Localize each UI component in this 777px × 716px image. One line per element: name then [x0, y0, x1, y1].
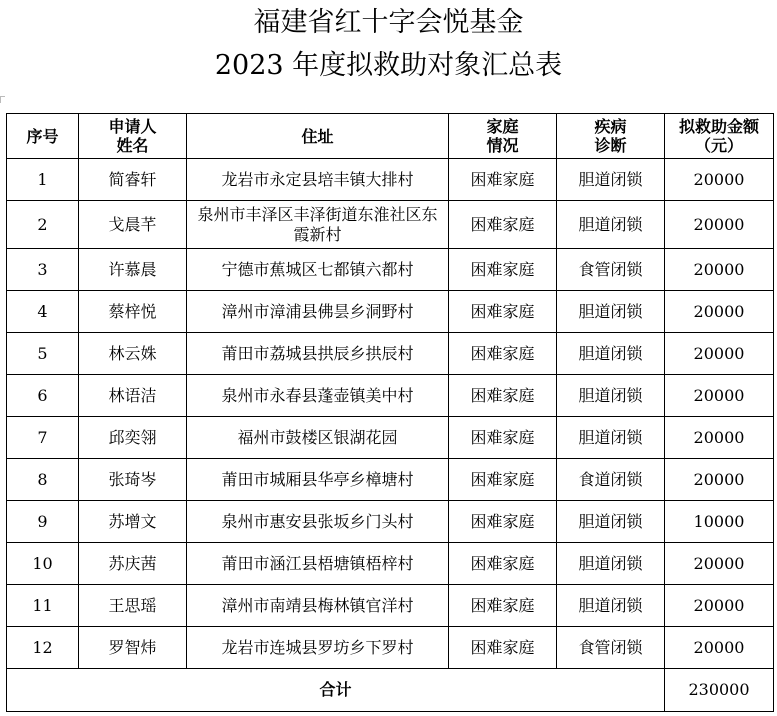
row-aid-amount: 20000	[665, 333, 774, 375]
document-title-line-1: 福建省红十字会悦基金	[253, 7, 524, 38]
row-applicant-name: 蔡梓悦	[79, 291, 187, 333]
row-aid-amount: 20000	[665, 249, 774, 291]
row-address: 泉州市惠安县张坂乡门头村	[187, 501, 449, 543]
table-row	[7, 249, 774, 291]
row-applicant-name: 林云姝	[79, 333, 187, 375]
row-address: 漳州市南靖县梅林镇官洋村	[187, 585, 449, 627]
row-diagnosis: 胆道闭锁	[557, 375, 665, 417]
row-aid-amount: 20000	[665, 201, 774, 249]
row-serial-no: 8	[7, 459, 79, 501]
row-family-status: 困难家庭	[449, 459, 557, 501]
row-family-status: 困难家庭	[449, 627, 557, 669]
row-address: 龙岩市连城县罗坊乡下罗村	[187, 627, 449, 669]
table-row	[7, 333, 774, 375]
table-row	[7, 291, 774, 333]
row-applicant-name: 戈晨芊	[79, 201, 187, 249]
row-applicant-name: 邱奕翎	[79, 417, 187, 459]
row-applicant-name: 罗智炜	[79, 627, 187, 669]
table-row	[7, 417, 774, 459]
table-row	[7, 201, 774, 249]
row-diagnosis: 胆道闭锁	[557, 501, 665, 543]
row-applicant-name: 王思瑶	[79, 585, 187, 627]
row-aid-amount: 20000	[665, 585, 774, 627]
row-aid-amount: 20000	[665, 375, 774, 417]
row-aid-amount: 20000	[665, 543, 774, 585]
row-applicant-name: 林语洁	[79, 375, 187, 417]
aid-summary-table	[6, 113, 774, 712]
row-diagnosis: 胆道闭锁	[557, 159, 665, 201]
row-address: 莆田市城厢县华亭乡樟塘村	[187, 459, 449, 501]
row-diagnosis: 食道闭锁	[557, 459, 665, 501]
row-address: 莆田市荔城县拱辰乡拱辰村	[187, 333, 449, 375]
row-diagnosis: 胆道闭锁	[557, 417, 665, 459]
row-family-status: 困难家庭	[449, 585, 557, 627]
row-address: 漳州市漳浦县佛昙乡洞野村	[187, 291, 449, 333]
row-serial-no: 11	[7, 585, 79, 627]
row-family-status: 困难家庭	[449, 501, 557, 543]
row-applicant-name: 张琦岑	[79, 459, 187, 501]
row-serial-no: 12	[7, 627, 79, 669]
header-applicant-name: 申请人 姓名	[79, 114, 187, 159]
row-serial-no: 9	[7, 501, 79, 543]
row-diagnosis: 食管闭锁	[557, 627, 665, 669]
row-family-status: 困难家庭	[449, 543, 557, 585]
table-row	[7, 501, 774, 543]
row-family-status: 困难家庭	[449, 417, 557, 459]
row-applicant-name: 苏增文	[79, 501, 187, 543]
row-family-status: 困难家庭	[449, 201, 557, 249]
row-family-status: 困难家庭	[449, 375, 557, 417]
row-serial-no: 7	[7, 417, 79, 459]
row-diagnosis: 食管闭锁	[557, 249, 665, 291]
row-address: 龙岩市永定县培丰镇大排村	[187, 159, 449, 201]
table-row	[7, 159, 774, 201]
row-diagnosis: 胆道闭锁	[557, 543, 665, 585]
row-serial-no: 4	[7, 291, 79, 333]
row-diagnosis: 胆道闭锁	[557, 333, 665, 375]
header-family-status: 家庭 情况	[449, 114, 557, 159]
row-serial-no: 2	[7, 201, 79, 249]
header-serial-no: 序号	[7, 114, 79, 159]
row-serial-no: 3	[7, 249, 79, 291]
row-applicant-name: 许慕晨	[79, 249, 187, 291]
row-aid-amount: 20000	[665, 459, 774, 501]
row-address: 宁德市蕉城区七都镇六都村	[187, 249, 449, 291]
row-address: 福州市鼓楼区银湖花园	[187, 417, 449, 459]
table-row	[7, 627, 774, 669]
row-address: 莆田市涵江县梧塘镇梧梓村	[187, 543, 449, 585]
document-title-line-2: 2023 年度拟救助对象汇总表	[214, 50, 563, 81]
total-amount: 230000	[665, 669, 774, 712]
table-row	[7, 543, 774, 585]
row-aid-amount: 20000	[665, 291, 774, 333]
row-aid-amount: 10000	[665, 501, 774, 543]
row-aid-amount: 20000	[665, 159, 774, 201]
row-applicant-name: 苏庆茜	[79, 543, 187, 585]
table-header-row	[7, 114, 774, 159]
table-row	[7, 585, 774, 627]
row-family-status: 困难家庭	[449, 291, 557, 333]
row-serial-no: 5	[7, 333, 79, 375]
row-serial-no: 1	[7, 159, 79, 201]
total-label: 合计	[7, 669, 665, 712]
row-serial-no: 10	[7, 543, 79, 585]
table-row	[7, 459, 774, 501]
row-address: 泉州市丰泽区丰泽街道东淮社区东霞新村	[187, 201, 449, 249]
row-family-status: 困难家庭	[449, 159, 557, 201]
row-diagnosis: 胆道闭锁	[557, 201, 665, 249]
row-applicant-name: 简睿轩	[79, 159, 187, 201]
row-diagnosis: 胆道闭锁	[557, 291, 665, 333]
cell-anchor-mark	[0, 96, 5, 103]
header-diagnosis: 疾病 诊断	[557, 114, 665, 159]
row-aid-amount: 20000	[665, 627, 774, 669]
row-address: 泉州市永春县蓬壶镇美中村	[187, 375, 449, 417]
total-row	[7, 669, 774, 712]
row-family-status: 困难家庭	[449, 249, 557, 291]
row-serial-no: 6	[7, 375, 79, 417]
header-aid-amount: 拟救助金额 （元）	[665, 114, 774, 159]
table-row	[7, 375, 774, 417]
row-diagnosis: 胆道闭锁	[557, 585, 665, 627]
row-family-status: 困难家庭	[449, 333, 557, 375]
row-aid-amount: 20000	[665, 417, 774, 459]
header-address: 住址	[187, 114, 449, 159]
